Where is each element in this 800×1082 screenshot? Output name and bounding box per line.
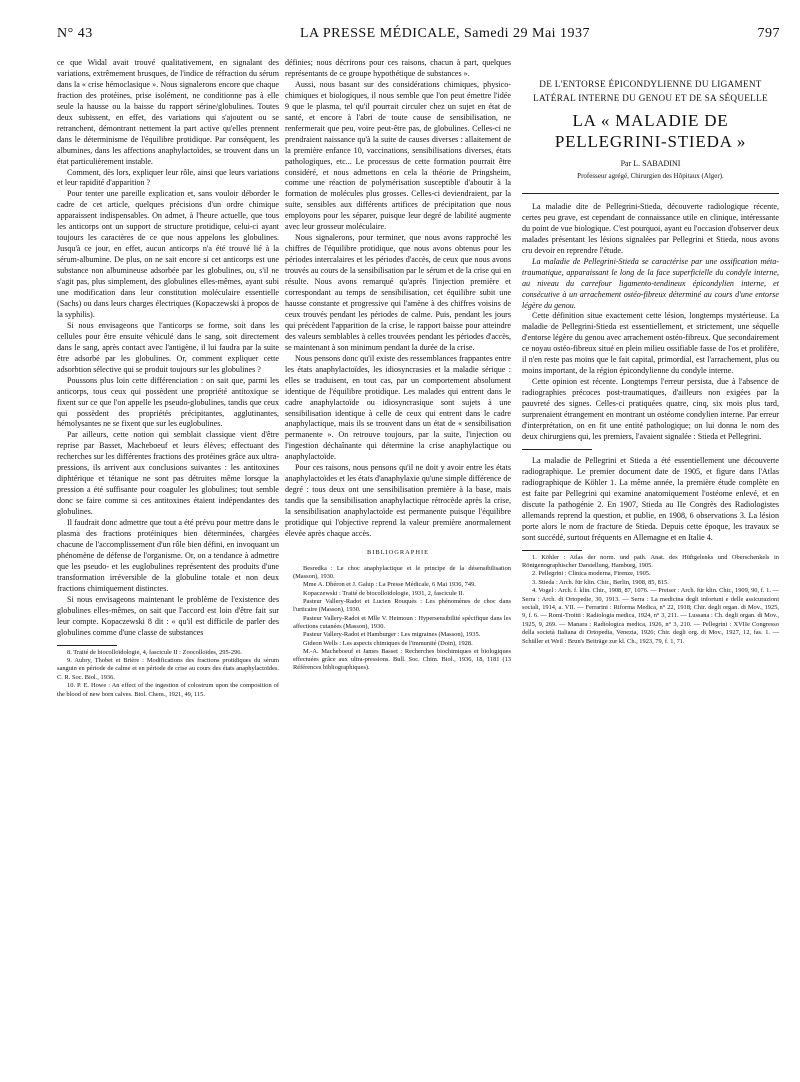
paragraph: Il faudrait donc admettre que tout a été prévu pour mettre dans le plasma des fractions protéiniques bien déterminées, chargées chacune de l'accomplissement d'un rôle bien défini, en invoquant un phénomène de défense de l'organisme. Or, on a tendance à admettre que les pseudo- et les euglobulines représentent des produits d'une transformation irréversible de la globuline totale et non deux fractions chimiquement distinctes. (57, 518, 279, 593)
bibliography-entry: Kopaczewski : Traité de biocolloïdologie, 1931, 2, fascicule II. (303, 589, 465, 597)
paragraph: Comment, dès lors, expliquer leur rôle, ainsi que leurs variations et leur rapidité d'apparition ? (57, 167, 279, 188)
paragraph: Nous pensons donc qu'il existe des ressemblances frappantes entre les états anaphylactoïdes, les idiosyncrasies et la maladie sérique : elles se traduisent, en tout cas, par un comportement absolument identique de l'équilibre protidique. Les malades qui entrent dans le cadre anaphylactoïde ou idiosyncrasique sont sujets à une sensibilisation identique à celle de ceux qui entrent dans le cadre anaphylactique, mais ils se trouvent dans un état de « sensibilisation permanente ». On retrouve toujours, par la suite, l'injection ou l'ingestion déchaînante qui détermine la crise anaphylactique ou anaphylactoïde. (285, 353, 511, 462)
paragraph: définies; nous décrirons pour ces raisons, chacun à part, quelques représentants de ce groupe hypothétique de substances ». (285, 58, 511, 78)
bibliography-entry: Pasteur Vallery-Radot et Lucien Rouquès : Les phénomènes de choc dans l'urticaire (Masson), 1930. (293, 598, 511, 614)
footnote-divider (57, 645, 117, 646)
footnote: 8. Traité de biocolloïdologie, 4, fascicule II : Zoocolloïdes, 295-296. (67, 648, 242, 656)
footnote: 4. Vogel : Arch. f. klin. Chir., 1908, 87, 1076. — Preiser : Arch. für klin. Chir., 1909, 90, f. 1. — Serra : Arch. di Ortopedie, 30, 1913. — Serra : La medicina degli infortuni e delle assicurazioni sociali, 1914, a. VII. — Ferrarini : Riforma Medica, n° 22, 1918; Chir. degli organ. di Mov., 1925, 9, f. 6. — Romi-Troitti : Radiologia medica, 1924, n° 3, 211. — Lussana : Ch. degli organ. di Mov., 1925, 9, 269. — Manara : Radiologica medica, 1926, n° 3, 210. — Pellegrini : XVIIe Congresso della società Italiana di Ortopedia, Venezia, 1926; Chir. degli org. di Mov., 1927, 12, fas. 1. — Schüller et Weil : Brun's Beiträge zur kl. Ch., 1923, 79, f. 1, 71. (522, 587, 779, 645)
article-kicker: DE L'ENTORSE ÉPICONDYLIENNE DU LIGAMENT LATÉRAL INTERNE DU GENOU ET DE SA SÉQUELLE (533, 79, 768, 103)
page-number: 797 (757, 26, 780, 41)
paragraph: Pour tenter une pareille explication et, sans vouloir déborder le cadre de cet article, quelques précisions d'un ordre chimique apparaissent indispensables. On admet, à l'heure actuelle, que tous les anticorps ont un support de structure protidique, celui-ci ayant toujours les caractères de ce que nous appelons les globulines. Jusqu'à ce jour, en effet, aucun anticorps n'a été trouvé lié à la sérum-albumine. De plus, on ne sait encore si cet anticorps est une substance non albumineuse adsorbée par les globulines, ou, s'il ne s'agit pas, plus simplement, des globulines elles-mêmes, ayant subi une modification dans leur constitution moléculaire essentielle (Sachs) ou dans leurs charges électriques (Kopaczewski à propos de la syphilis). (57, 189, 279, 319)
footnote: 9. Aubry, Thobet et Brière : Modifications des fractions protidiques du sérum sanguin en période de calme et en période de crise au cours des états anaphylactoïdes. C. R. Soc. Biol., 1936. (57, 656, 279, 681)
footnote: 10. P. E. Howe : An effect of the ingestion of colostrum upon the composition of the blood of new born calves. Biol. Chem., 1921, 49, 115. (57, 682, 279, 698)
bibliography-entry: M.-A. Macheboeuf et James Basset : Recherches biochimiques et biologiques effectuées grâce aux ultra-pressions. Bull. Soc. Chim. Biol., 1936, 18, 1181 (13 Références bibliographiques). (293, 647, 511, 672)
bibliography-entry: Mme A. Dhéron et J. Galup : La Presse Médicale, 6 Mai 1936, 749. (303, 581, 476, 589)
footnote: 2. Pellegrini : Clinica moderna, Firenze, 1905. (532, 570, 651, 578)
bibliography-heading: BIBLIOGRAPHIE (367, 548, 429, 556)
paragraph: Poussons plus loin cette différenciation : on sait que, parmi les anticorps, tous ceux qui possèdent une propriété antitoxique se fixent sur ce que l'on appelle les pseudo-globulines, tandis que ceux qui possèdent des propriétés précipitantes, agglutinantes, hémolysantes ne se fixent que sur les euglobulines. (57, 375, 279, 429)
paragraph: Si nous envisageons que l'anticorps se forme, soit dans les cellules pour être ensuite véhiculé dans le sang, soit directement dans le sang, après contact avec l'antigène, il lui faudra par la suite être adsorbé par les globulines. Or, comment expliquer cette adsorbtion sélective qui se produit toujours sur les globulines ? (57, 320, 279, 374)
author-affiliation: Professeur agrégé, Chirurgien des Hôpitaux (Alger). (577, 171, 724, 180)
page-header (57, 26, 780, 48)
paragraph: Cette opinion est récente. Longtemps l'erreur persista, due à l'absence de radiographies précoces post-traumatiques, d'ailleurs non exigées par la pauvreté des signes. Celles-ci pratiquées quatre, cinq, six mois plus tard, surprenaient étrangement en montrant un ostéome condylien interne. Par erreur d'interprétation, on en fit une entité pathologique; on lui donna le nom des deux chirurgiens qui, les premiers, l'avaient signalée : Stieda et Pellegrini. (522, 377, 779, 441)
paragraph: La maladie de Pellegrini et Stieda a été essentiellement une découverte radiographique. Le premier document date de 1905, et figure dans l'Atlas radiographique de Köhler 1. La même année, la première étude complète en est faite par Pellegrini qui examine anatomiquement l'ostéome enlevé, et en discute la pathogénie 2. En 1907, Stieda au IIe Congrès des Radiologistes allemands reprend la question, et publie, en 1908, 6 observations 3. La lésion porte alors le nom de fracture de Stieda. Depuis cette époque, les travaux se sont succédé, surtout fréquents en Allemagne et en Italie 4. (522, 455, 779, 542)
bibliography-entry: Besredka : Le choc anaphylactique et le principe de la désensibilisation (Masson), 1930. (293, 564, 511, 581)
journal-title: LA PRESSE MÉDICALE, Samedi 29 Mai 1937 (300, 26, 591, 41)
paragraph: La maladie dite de Pellegrini-Stieda, découverte radiologique récente, certes peu grave, est cependant de connaissance utile en clinique, intéressante du point de vue biologique. C'est pourquoi, ayant eu l'occasion d'observer deux malades présentant les lésions signalées par Pellegrini et Stieda, nous avons cru devoir en reprendre l'étude. (522, 201, 779, 255)
footnote: 1. Köhler : Atlas der norm. und path. Anat. des Hüftgelenks und Oberschenkels in Röntgenographischer Darstellung, Hamburg, 1905. (522, 553, 779, 569)
paragraph: Cette définition situe exactement cette lésion, longtemps mystérieuse. La maladie de Pellegrini-Stieda est essentiellement, et strictement, une séquelle d'entorse légère du genou avec arrachement ostéo-fibreux. Que secondairement ce noyau ostéo-fibreux situé en plein milieu ossifiable fasse de l'os et prolifère, il n'en reste pas moins que le fait capital, primordial, est l'arrachement, plus ou moins important, de la région épicondylienne du condyle interne. (522, 311, 779, 376)
paragraph: Pour ces raisons, nous pensons qu'il ne doit y avoir entre les états anaphylactoïdes et les états d'anaphylaxie qu'une simple différence de degré : tous deux ont une sensibilisation première à la base, mais tandis que la sensibilisation anaphylactique rétrocède après la crise, la sensibilisation anaphylactoïde est permanente puisque l'équilibre protidique qui l'objective reprend la valeur première anormalement élevée après chaque accès. (285, 463, 511, 538)
definition-paragraph: La maladie de Pellegrini-Stieda se caractérise par une ossification méta-traumatique, apparaissant le long de la face superficielle du condyle interne, au niveau du carrefour ligamento-tendineux épicondylien interne, et consécutive à un arrachement ostéo-fibreux déterminé au cours d'une entorse légère du genou. (522, 256, 779, 310)
header-divider (522, 193, 779, 194)
footnote: 3. Stieda : Arch. für klin. Chir., Berlin, 1908, 85, 815. (532, 578, 669, 586)
bibliography-entry: Pasteur Vallery-Radot et Hamburger : Les migraines (Masson), 1935. (303, 631, 481, 639)
bibliography-entry: Gideon Wells : Les aspects chimiques de l'immunité (Doin), 1928. (303, 639, 473, 647)
paragraph: Par ailleurs, cette notion qui semblait classique vient d'être reprise par Basset, Macheboeuf et leurs élèves; effectuant des recherches sur les différentes fractions des protéines grâce aux ultra-pressions, ils arrivent aux conclusions suivantes : les antitoxines diphtérique et tétanique ne sont pas détruites même lorsque la pression a été suffisante pour coaguler les globulines; tout semble donc se faire comme si ces antitoxines étaient indépendantes des globulines. (57, 430, 279, 517)
paragraph: ce que Widal avait trouvé qualitativement, en signalant des variations, extrêmement brusques, de l'indice de réfraction du sérum dans la « crise hémoclasique ». Nous signalerons encore que chaque fraction des protéines, prise isolément, ne conditionne pas à elle seule la hausse ou la baisse du rapport sérine/globulines. Toutes deux subissent, en effet, des variations qui s'ajoutent ou se retranchent, démontrant nettement la part active qu'elles prennent dans le déterminisme de l'équilibre protidique. Par conséquent, les albumines, dans les affections anaphylactoïdes, se trouvent dans un état particulièrement instable. (57, 58, 279, 166)
bibliography-entry: Pasteur Vallery-Radot et Mlle V. Heimoun : Hypersensibilité spécifique dans les affections cutanées (Masson), 1930. (293, 614, 511, 630)
paragraph: Aussi, nous basant sur des considérations chimiques, physico-chimiques et biologiques, il nous semble que l'on peut émettre l'idée 9 que le plasma, tel qu'il pourrait circuler chez un sujet en état de santé, et encore à l'abri de toute cause de sensibilisation, ne renfermerait que peu, voire peut-être pas, de globulines. Celles-ci ne prendraient naissance qu'à la suite de causes diverses : allaitement de la première enfance 10, vaccinations, sensibilisations diverses, états pathologiques, etc... Le processus de cette formation pourrait être considéré, et nous admettons en cela la théorie de Pringsheim, comme une réaction de polymérisation susceptible d'aboutir à la formation de molécules plus grosses. Celles-ci deviendraient, par la suite, sensibles aux différents artifices de précipitation que nous employons pour les séparer, puisque leur degré de labilité augmente avec leur grosseur moléculaire. (285, 79, 511, 232)
issue-number: N° 43 (57, 26, 93, 41)
paragraph: Nous signalerons, pour terminer, que nous avons rapproché les chiffres de l'équilibre protidique, que nous avons obtenus pour les périodes intercalaires et les périodes d'accès, de ceux que nous avons trouvés au cours de la sensibilisation par le sérum et de la crise qui en résulte. Nous avons remarqué qu'après l'injection première et correspondant au temps de sensibilisation, cet équilibre subit une hausse constante et progressive qui l'amène à des chiffres voisins de ceux trouvés pendant les périodes de calme. Puis, pendant les jours qui précèdent l'apparition de la crise, le rapport baisse pour atteindre des valeurs semblables à celles trouvées pendant les périodes d'accès, se maintenant à son minimum pendant la durée de la crise. (285, 233, 511, 352)
column-3 (522, 58, 779, 646)
footnote-divider (522, 550, 582, 551)
section-divider (522, 449, 592, 450)
paragraph: Si nous envisageons maintenant le problème de l'existence des globulines elles-mêmes, on sait que l'accord est loin d'être fait sur leur compte. Kopaczewski 8 dit : « qu'il est difficile de parler des globulines comme d'une classe de substances (57, 594, 279, 637)
column-2 (285, 58, 511, 673)
article-title: LA « MALADIE DE PELLEGRINI-STIEDA » (554, 111, 747, 151)
article-author: Par L. SABADINI (620, 159, 681, 168)
article-header (522, 78, 779, 181)
column-1 (57, 58, 279, 699)
